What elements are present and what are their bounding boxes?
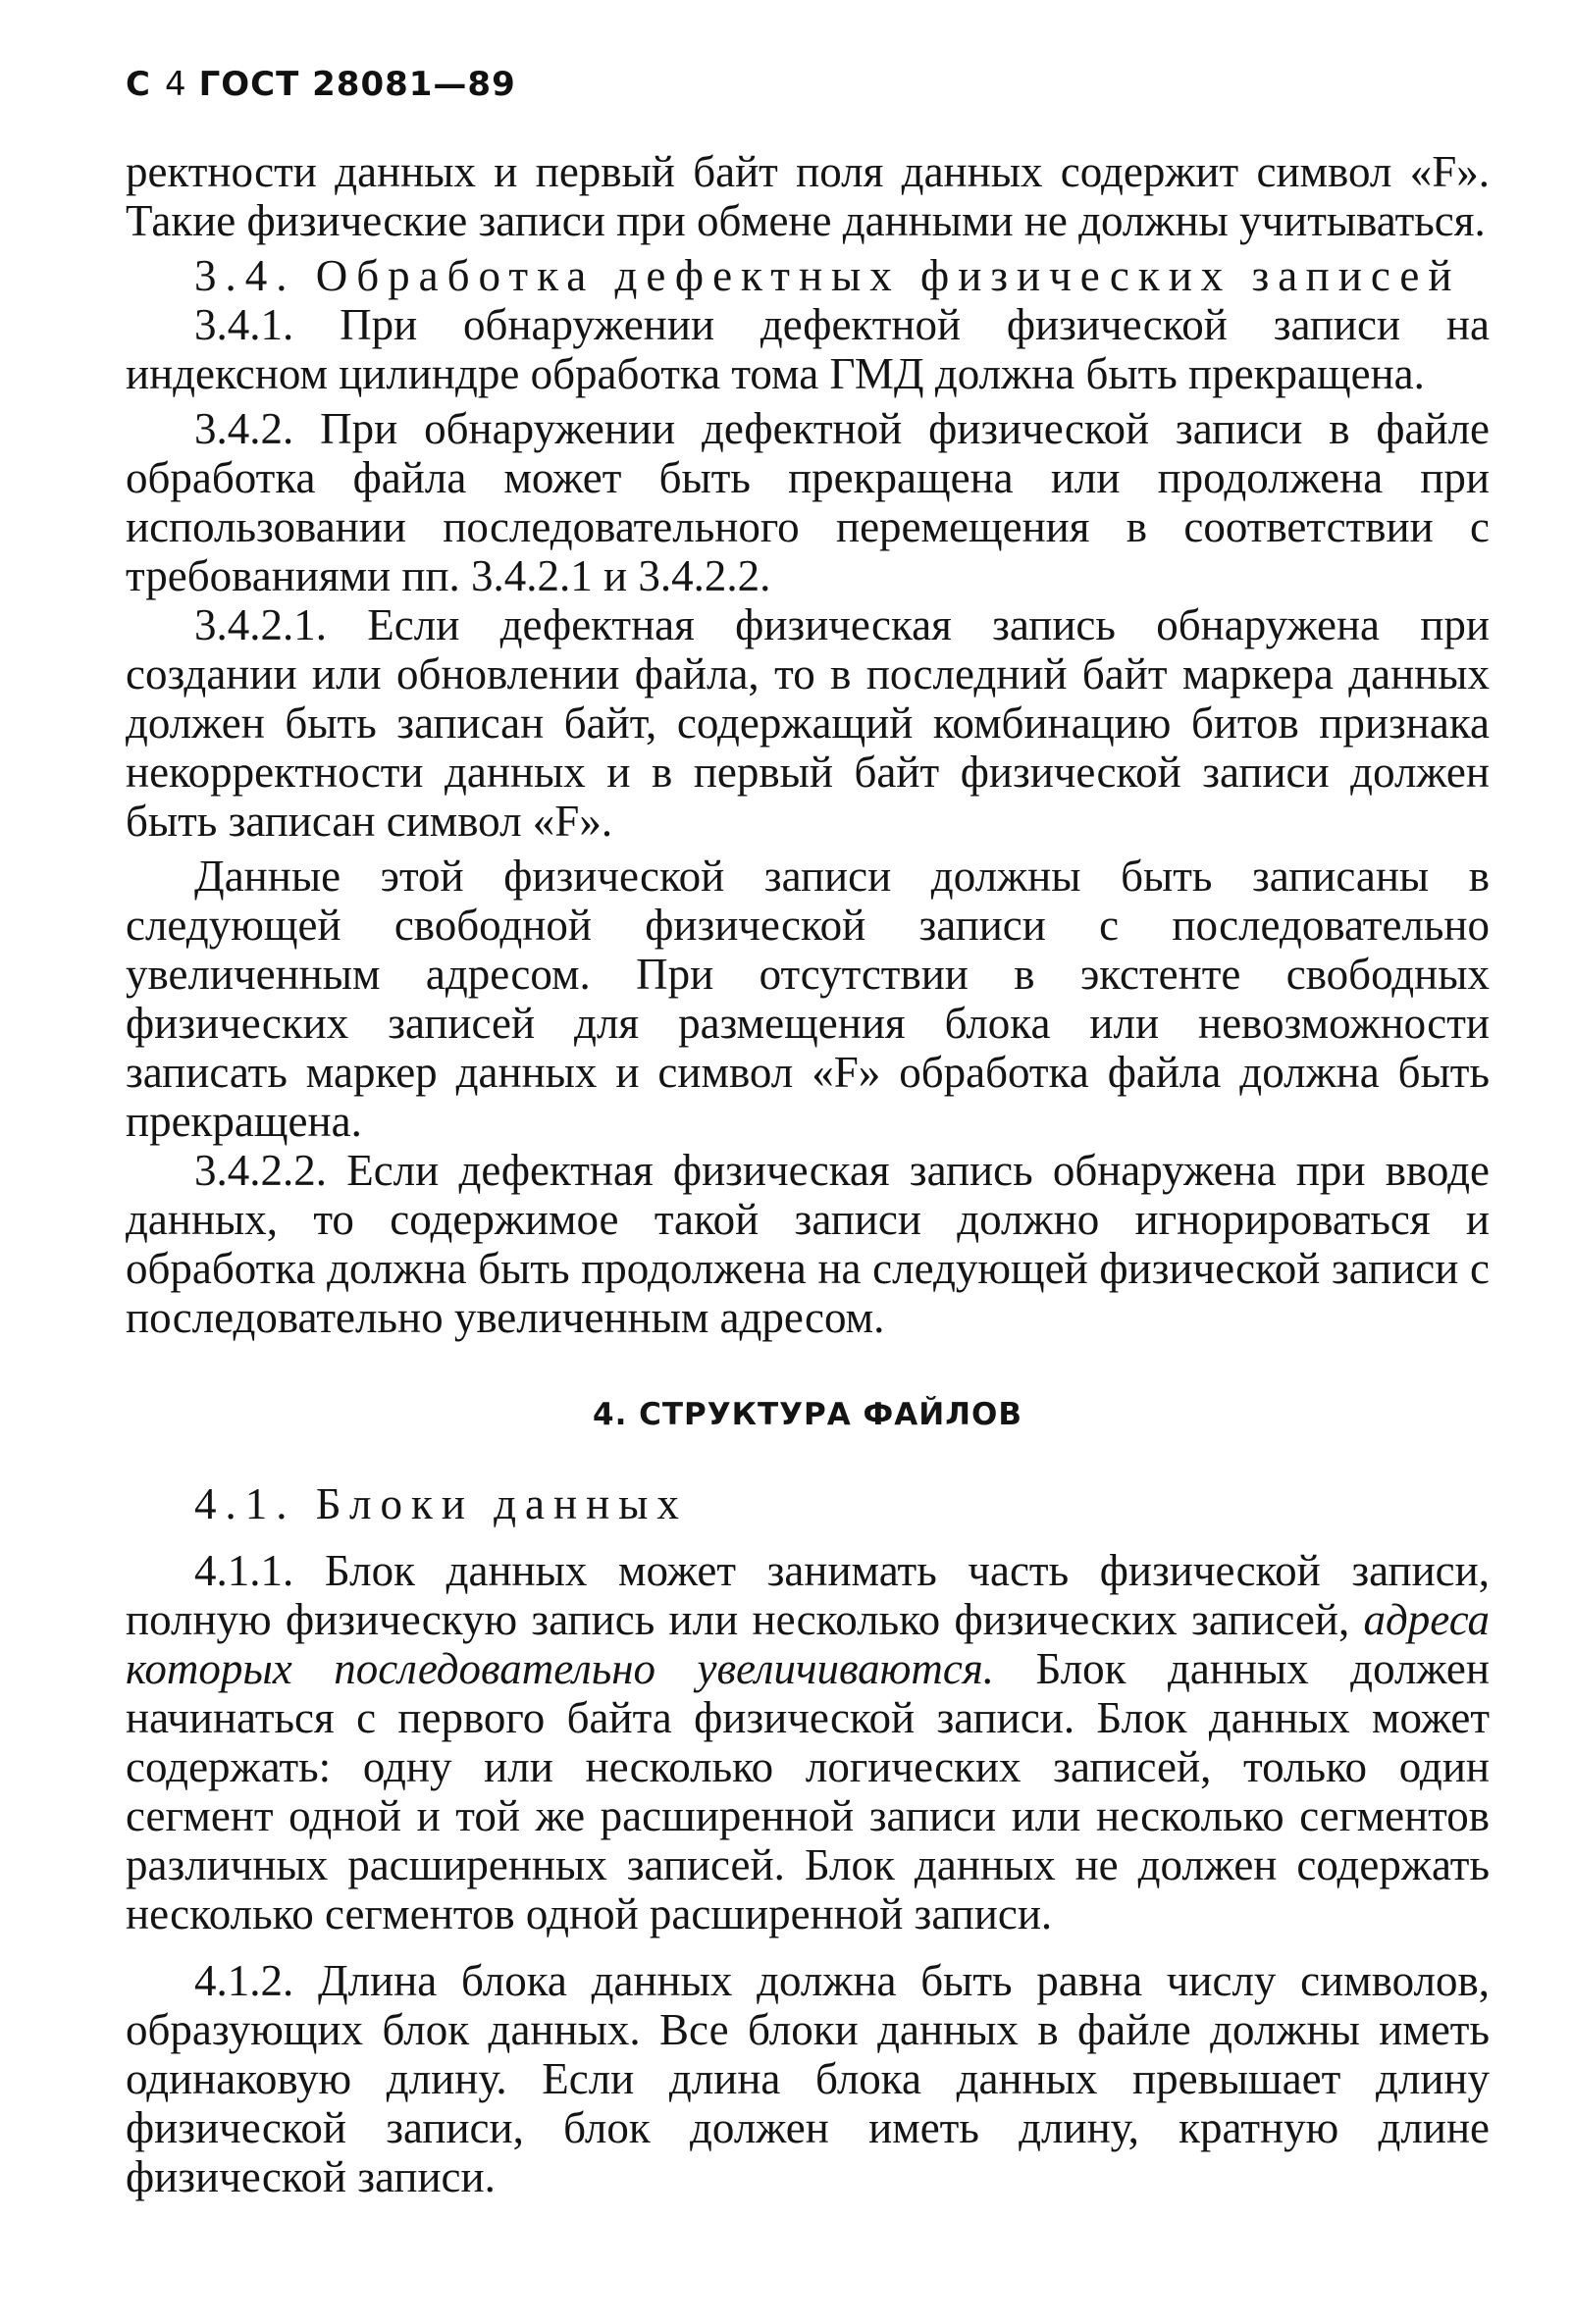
clause-4-1-1-start: 4.1.1. Блок данных может занимать часть физической записи, полную физическую запись или несколько физических записей,: [126, 1546, 1490, 1644]
clause-3-4-heading: 3.4. Обработка дефектных физических записей: [194, 251, 1461, 300]
paragraph-continuation: ректности данных и первый байт поля данных содержит символ «F». Такие физические записи при обмене данными не должны учитываться.: [126, 147, 1490, 245]
section-4-title: 4. СТРУКТУРА ФАЙЛОВ: [593, 1397, 1022, 1432]
page-number: 4: [164, 65, 187, 104]
subsection-4-1-title: 4.1. Блоки данных: [194, 1479, 688, 1528]
clause-4-1-1-italic: адреса которых последовательно увеличиваются.: [126, 1595, 1490, 1693]
page-header: [126, 65, 516, 104]
clause-4-1-1-end: Блок данных должен начинаться с первого байта физической записи. Блок данных может содержать: одну или несколько логических записей, только один сегмент одной и той же расширенной записи или несколько сегментов различных расширенных записей. Блок данных не должен содержать несколько сегментов одной расширенной записи.: [126, 1644, 1490, 1938]
clause-4-1-2: 4.1.2. Длина блока данных должна быть равна числу символов, образующих блок данных. Все блоки данных в файле должны иметь одинаковую длину. Если длина блока данных превышает длину физической записи, блок должен иметь длину, кратную длине физической записи.: [126, 1956, 1490, 2201]
clause-3-4-1: 3.4.1. При обнаружении дефектной физической записи на индексном цилиндре обработка тома ГМД должна быть прекращена.: [126, 300, 1490, 398]
clause-4-1-1: [126, 1546, 1490, 1938]
clause-3-4-2-1-continued: Данные этой физической записи должны быть записаны в следующей свободной физической записи с последовательно увеличенным адресом. При отсутствии в экстенте свободных физических записей для размещения блока или невозможности записать маркер данных и символ «F» обработка файла должна быть прекращена.: [126, 852, 1490, 1146]
clause-3-4-2: 3.4.2. При обнаружении дефектной физической записи в файле обработка файла может быть прекращена или продолжена при использовании последовательного перемещения в соответствии с требованиями пп. 3.4.2.1 и 3.4.2.2.: [126, 404, 1490, 600]
clause-3-4-2-2: 3.4.2.2. Если дефектная физическая запись обнаружена при вводе данных, то содержимое такой записи должно игнорироваться и обработка должна быть продолжена на следующей физической записи с последовательно увеличенным адресом.: [126, 1146, 1490, 1342]
clause-3-4-2-1: 3.4.2.1. Если дефектная физическая запись обнаружена при создании или обновлении файла, то в последний байт маркера данных должен быть записан байт, содержащий комбинацию битов признака некорректности данных и в первый байт физической записи должен быть записан символ «F».: [126, 600, 1490, 846]
header-letter: С: [126, 65, 151, 104]
document-body: [126, 147, 1490, 2201]
standard-id: ГОСТ 28081—89: [198, 65, 516, 104]
